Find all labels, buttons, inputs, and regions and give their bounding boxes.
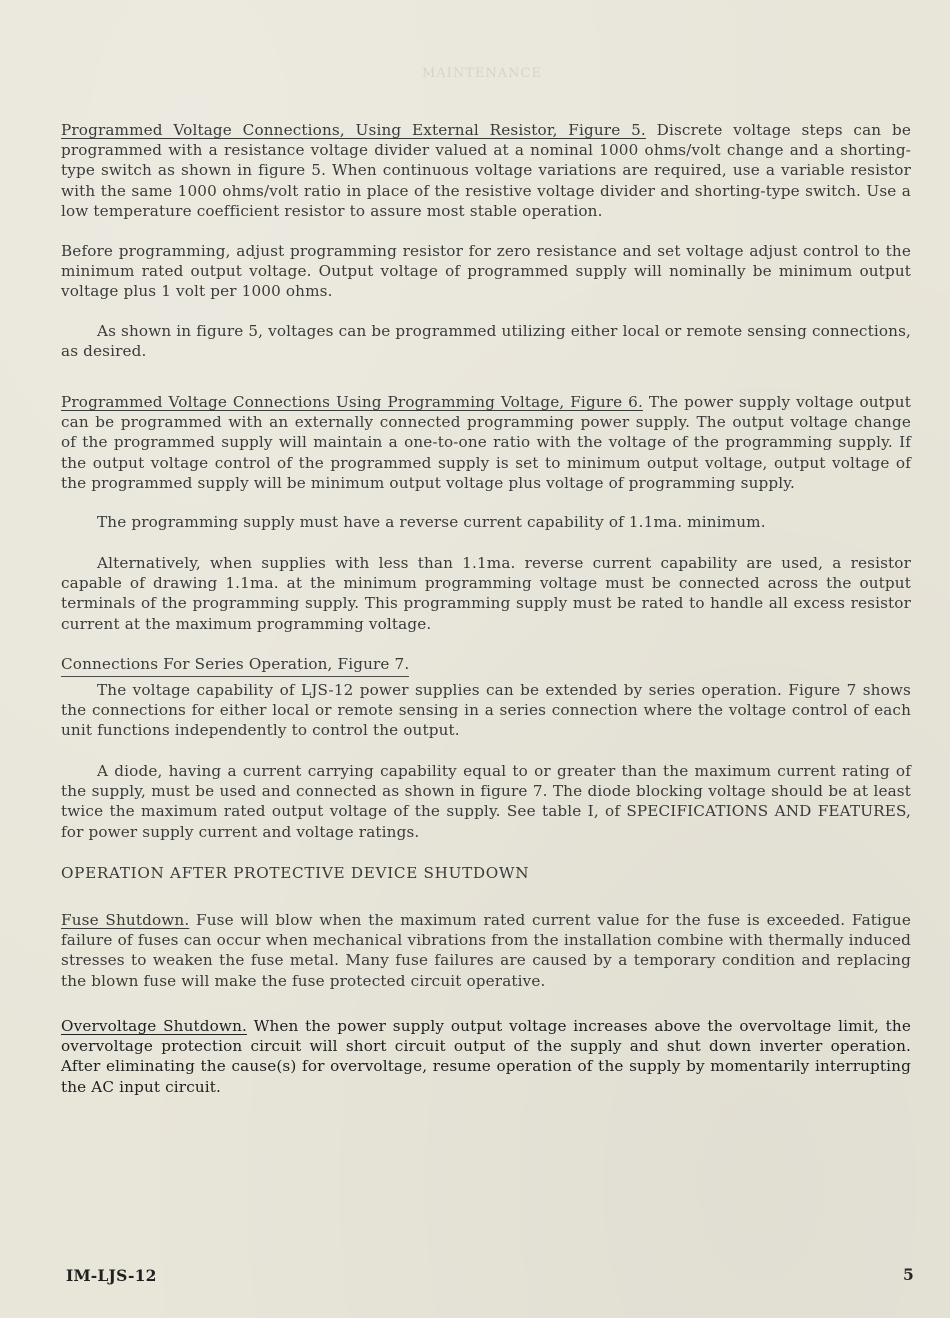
heading-programming-voltage: Programmed Voltage Connections Using Programming Voltage, Figure 6.	[61, 393, 643, 411]
body-external-resistor: Discrete voltage steps can be programmed with a resistance voltage divider valued at a nominal 1000 ohms/volt change and a shorting-type switch as shown in figure 5. When continuous voltage variations are required, use a variable resistor with the same 1000 ohms/volt ratio in place of the resistive voltage divider and shorting-type switch. Use a low temperature coefficient resistor to assure most stable operation.	[61, 121, 911, 220]
body-overvoltage-shutdown: When the power supply output voltage increases above the overvoltage limit, the overvoltage protection circuit will short circuit output of the supply and shut down inverter operation. After eliminating the cause(s) for overvoltage, resume operation of the supply by momentarily interrupting the AC input circuit.	[61, 1017, 911, 1096]
paragraph-series-heading	[61, 654, 409, 677]
heading-fuse-shutdown: Fuse Shutdown.	[61, 911, 190, 929]
body-programming-voltage: The power supply voltage output can be programmed with an externally connected programming power supply. The output voltage change of the programmed supply will maintain a one-to-one ratio with the voltage of the programming supply. If the output voltage control of the programmed supply is set to minimum output voltage, output voltage of the programmed supply will be minimum output voltage plus voltage of programming supply.	[61, 393, 911, 492]
footer-document-id: IM-LJS-12	[66, 1266, 157, 1285]
paragraph-before-programming: Before programming, adjust programming resistor for zero resistance and set voltage adjust control to the minimum rated output voltage. Output voltage of programmed supply will nominally be minimum output voltage plus 1 volt per 1000 ohms.	[61, 242, 911, 301]
paragraph-sensing-connections: As shown in figure 5, voltages can be programmed utilizing either local or remote sensing connections, as desired.	[61, 322, 911, 361]
paragraph-programming-voltage	[61, 392, 911, 493]
bleed-through-header: MAINTENANCE	[422, 66, 542, 81]
body-fuse-shutdown: Fuse will blow when the maximum rated current value for the fuse is exceeded. Fatigue failure of fuses can occur when mechanical vibrations from the installation combine with thermally induced stresses to weaken the fuse metal. Many fuse failures are caused by a temporary condition and replacing the blown fuse will make the fuse protected circuit operative.	[61, 911, 911, 990]
heading-external-resistor: Programmed Voltage Connections, Using External Resistor, Figure 5.	[61, 121, 646, 139]
paragraph-diode: A diode, having a current carrying capability equal to or greater than the maximum current rating of the supply, must be used and connected as shown in figure 7. The diode blocking voltage should be at least twice the maximum rated output voltage of the supply. See table I, of SPECIFICATIONS AND FEATURES, for power supply current and voltage ratings.	[61, 762, 911, 841]
paragraph-alternatively: Alternatively, when supplies with less than 1.1ma. reverse current capability are used, a resistor capable of drawing 1.1ma. at the minimum programming voltage must be connected across the output terminals of the programming supply. This programming supply must be rated to handle all excess resistor current at the maximum programming voltage.	[61, 554, 911, 633]
paragraph-reverse-current: The programming supply must have a reverse current capability of 1.1ma. minimum.	[97, 513, 766, 531]
paragraph-external-resistor	[61, 120, 911, 221]
paragraph-overvoltage-shutdown	[61, 1016, 911, 1097]
paragraph-series-operation: The voltage capability of LJS-12 power supplies can be extended by series operation. Figure 7 shows the connections for either local or remote sensing in a series connection where the voltage control of each unit functions independently to control the output.	[61, 681, 911, 740]
footer-page-number: 5	[903, 1265, 914, 1284]
heading-series-operation: Connections For Series Operation, Figure 7.	[61, 654, 409, 677]
paragraph-fuse-shutdown	[61, 910, 911, 991]
section-heading-shutdown: OPERATION AFTER PROTECTIVE DEVICE SHUTDOWN	[61, 864, 530, 882]
heading-overvoltage-shutdown: Overvoltage Shutdown.	[61, 1017, 247, 1035]
